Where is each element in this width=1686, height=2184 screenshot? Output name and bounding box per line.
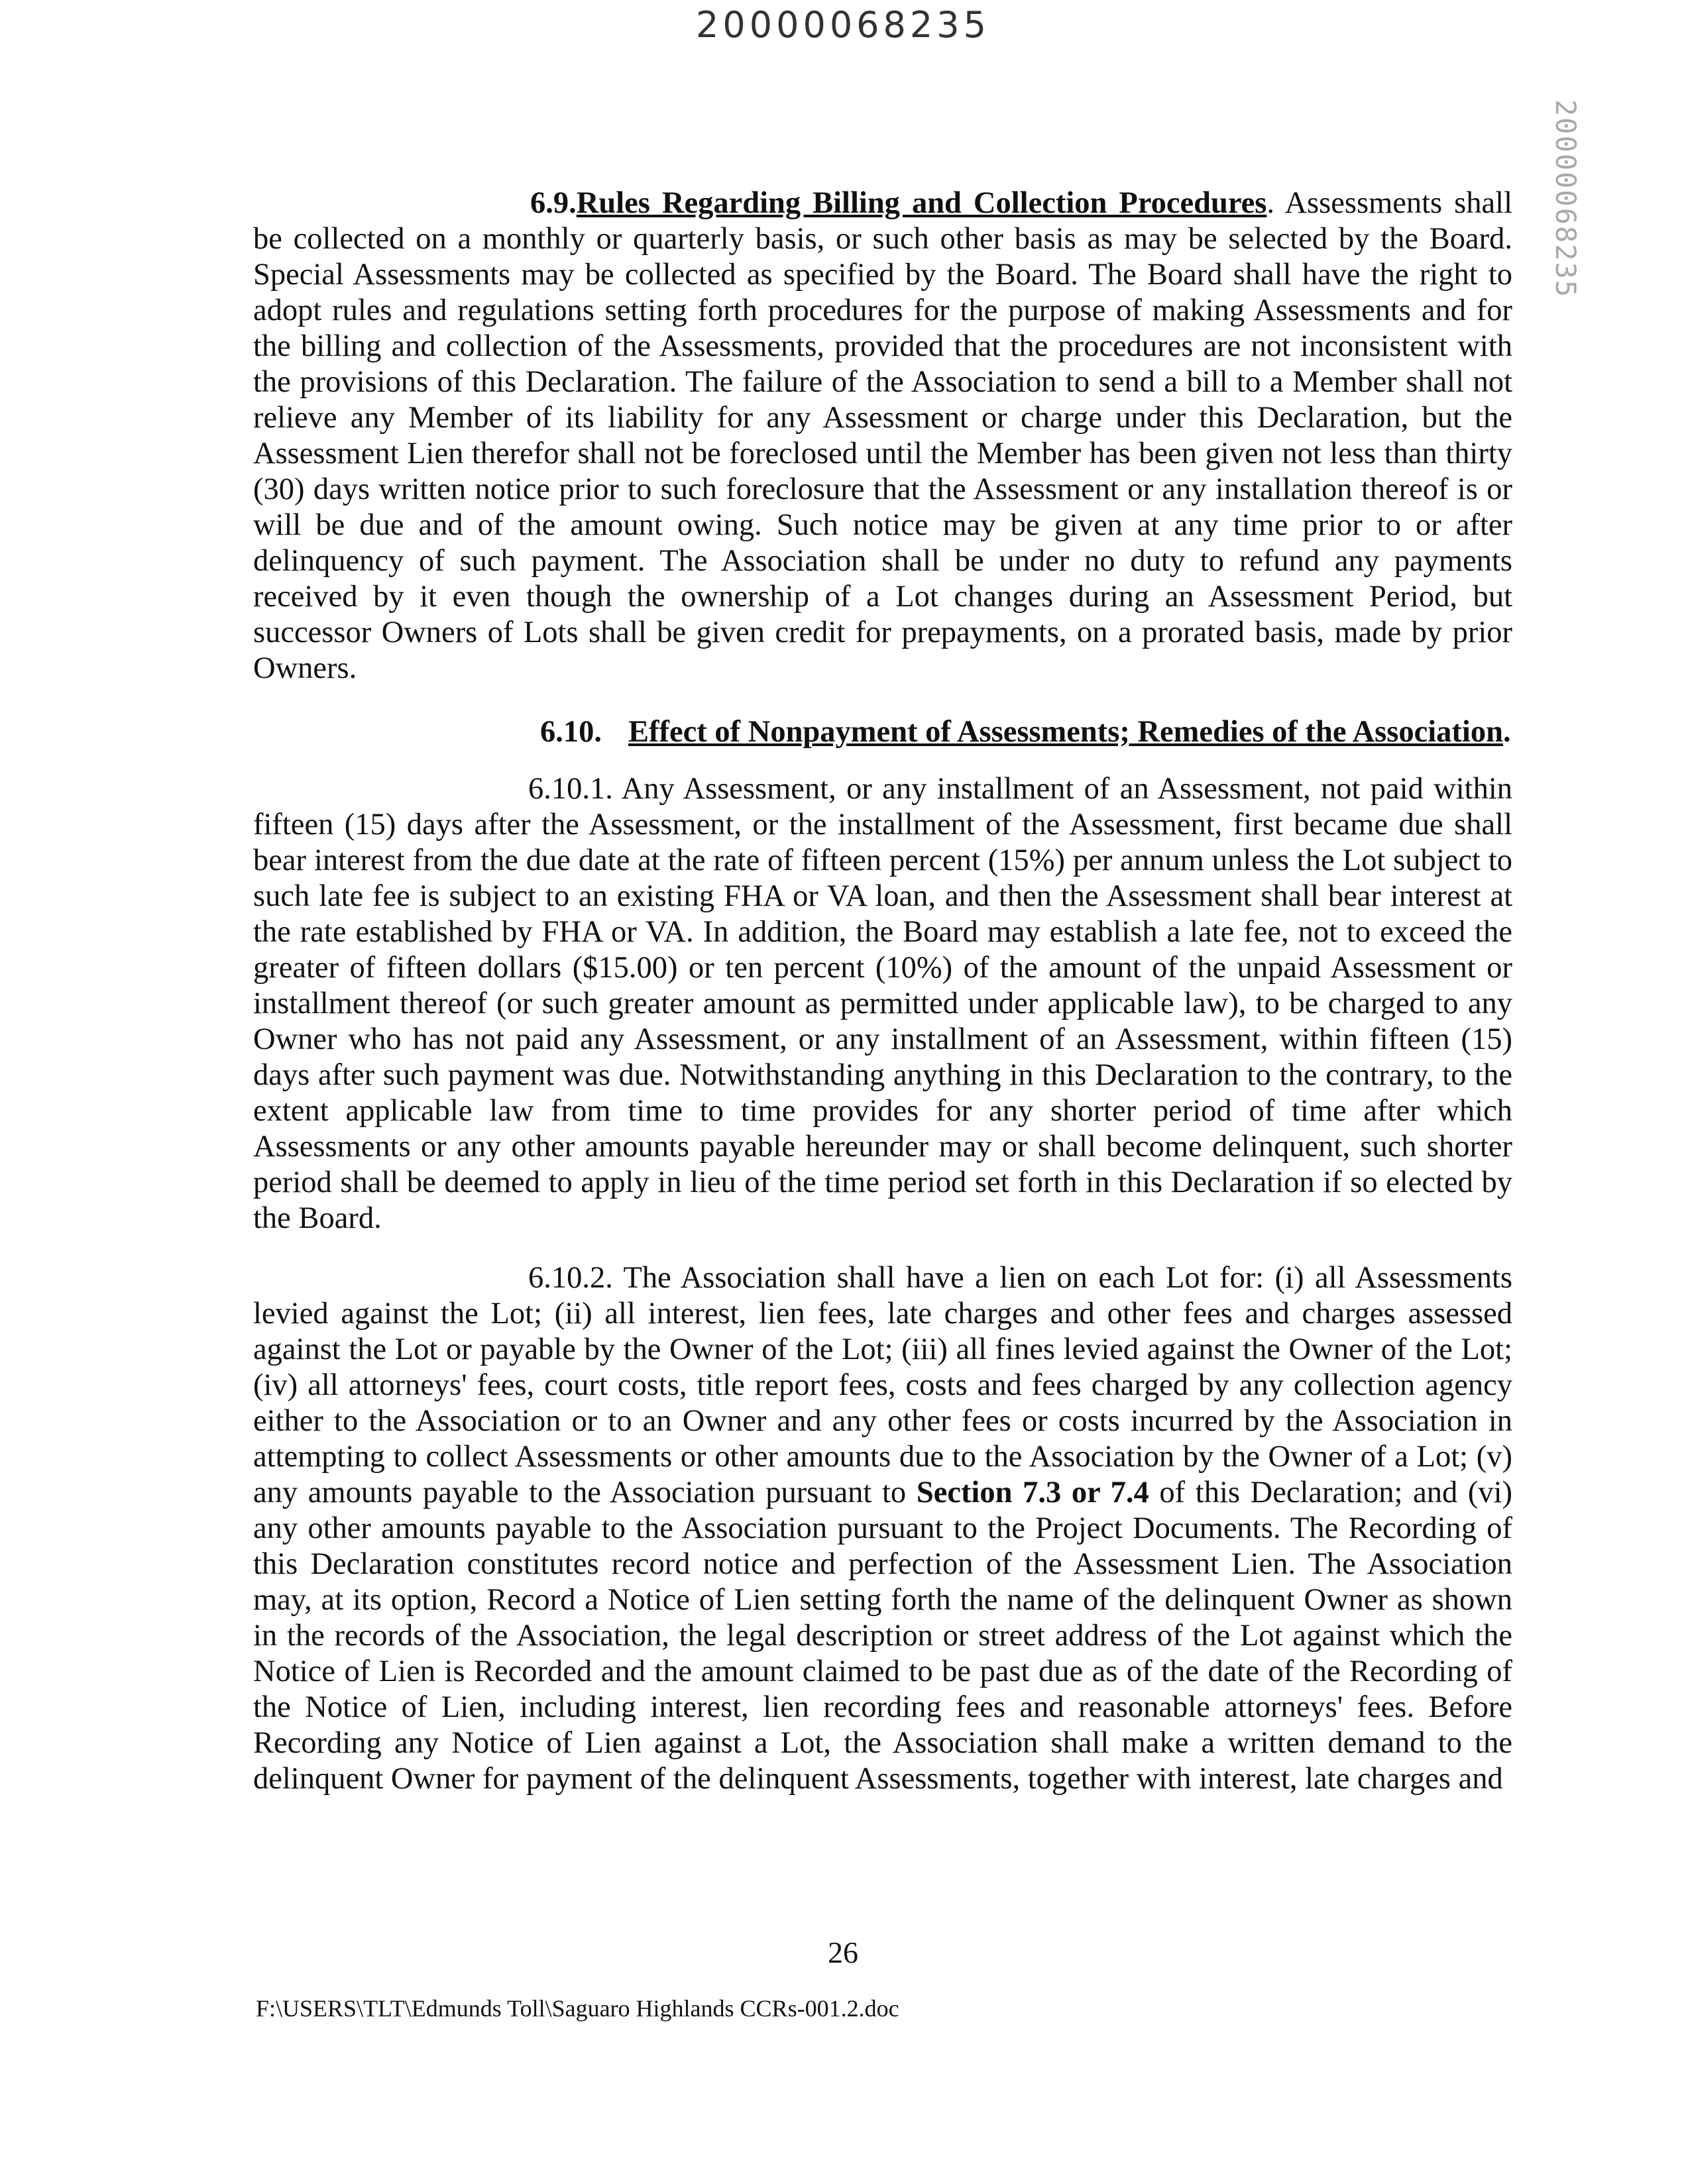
section-reference: Section 7.3 or 7.4	[916, 1476, 1149, 1509]
section-6-10-heading	[253, 714, 1512, 750]
side-stamp	[1544, 99, 1584, 318]
section-6-10-2-text-before: 6.10.2. The Association shall have a lien on each Lot for: (i) all Assessments levied against the Lot; (ii) all interest, lien fees, late charges and other fees and charges assessed against the Lot or payable by the Owner of the Lot; (iii) all fines levied against the Owner of the Lot; (iv) all attorneys' fees, court costs, title report fees, costs and fees charged by any collection agency either to the Association or to an Owner and any other fees or costs incurred by the Association in attempting to collect Assessments or other amounts due to the Association by the Owner of a Lot; (v) any amounts payable to the Association pursuant to	[253, 1261, 1512, 1509]
section-6-9-number: 6.9.	[530, 186, 577, 220]
section-6-9-paragraph	[253, 186, 1512, 686]
section-6-10-1-paragraph: 6.10.1. Any Assessment, or any installment of an Assessment, not paid within fifteen (15) days after the Assessment, or the installment of the Assessment, first became due shall bear interest from the due date at the rate of fifteen percent (15%) per annum unless the Lot subject to such late fee is subject to an existing FHA or VA loan, and then the Assessment shall bear interest at the rate established by FHA or VA. In addition, the Board may establish a late fee, not to exceed the greater of fifteen dollars ($15.00) or ten percent (10%) of the amount of the unpaid Assessment or installment thereof (or such greater amount as permitted under applicable law), to be charged to any Owner who has not paid any Assessment, or any installment of an Assessment, within fifteen (15) days after such payment was due. Notwithstanding anything in this Declaration to the contrary, to the extent applicable law from time to time provides for any shorter period of time after which Assessments or any other amounts payable hereunder may or shall become delinquent, such shorter period shall be deemed to apply in lieu of the time period set forth in this Declaration if so elected by the Board.	[253, 772, 1512, 1235]
document-number: 20000068235	[696, 4, 990, 46]
page-body	[253, 186, 1512, 1797]
section-6-10-title-end: .	[1502, 715, 1511, 749]
section-6-9-title-end: .	[1266, 186, 1275, 220]
file-path: F:\USERS\TLT\Edmunds Toll\Saguaro Highlands CCRs-001.2.doc	[256, 1995, 899, 2022]
section-6-9-body: Assessments shall be collected on a monthly or quarterly basis, or such other basis as may be selected by the Board. Special Assessments may be collected as specified by the Board. The Board shall have the right to adopt rules and regulations setting forth procedures for the purpose of making Assessments and for the billing and collection of the Assessments, provided that the procedures are not inconsistent with the provisions of this Declaration. The failure of the Association to send a bill to a Member shall not relieve any Member of its liability for any Assessment or charge under this Declaration, but the Assessment Lien therefor shall not be foreclosed until the Member has been given not less than thirty (30) days written notice prior to such foreclosure that the Assessment or any installation thereof is or will be due and of the amount owing. Such notice may be given at any time prior to or after delinquency of such payment. The Association shall be under no duty to refund any payments received by it even though the ownership of a Lot changes during an Assessment Period, but successor Owners of Lots shall be given credit for prepayments, on a prorated basis, made by prior Owners.	[253, 186, 1512, 685]
page-number: 26	[828, 1936, 858, 1969]
section-6-9-title: Rules Regarding Billing and Collection Procedures	[576, 186, 1267, 220]
section-6-10-2-paragraph	[253, 1260, 1512, 1797]
section-6-10-2-text-after: of this Declaration; and (vi) any other amounts payable to the Association pursuant to the Project Documents. The Recording of this Declaration constitutes record notice and perfection of the Assessment Lien. The Association may, at its option, Record a Notice of Lien setting forth the name of the delinquent Owner as shown in the records of the Association, the legal description or street address of the Lot against which the Notice of Lien is Recorded and the amount claimed to be past due as of the date of the Recording of the Notice of Lien, including interest, lien recording fees and reasonable attorneys' fees. Before Recording any Notice of Lien against a Lot, the Association shall make a written demand to the delinquent Owner for payment of the delinquent Assessments, together with interest, late charges and	[253, 1476, 1513, 1796]
section-6-10-title: Effect of Nonpayment of Assessments; Remedies of the Association	[628, 715, 1503, 749]
section-6-10-number: 6.10.	[540, 715, 602, 749]
side-stamp-text: 20000068235	[1549, 99, 1582, 299]
